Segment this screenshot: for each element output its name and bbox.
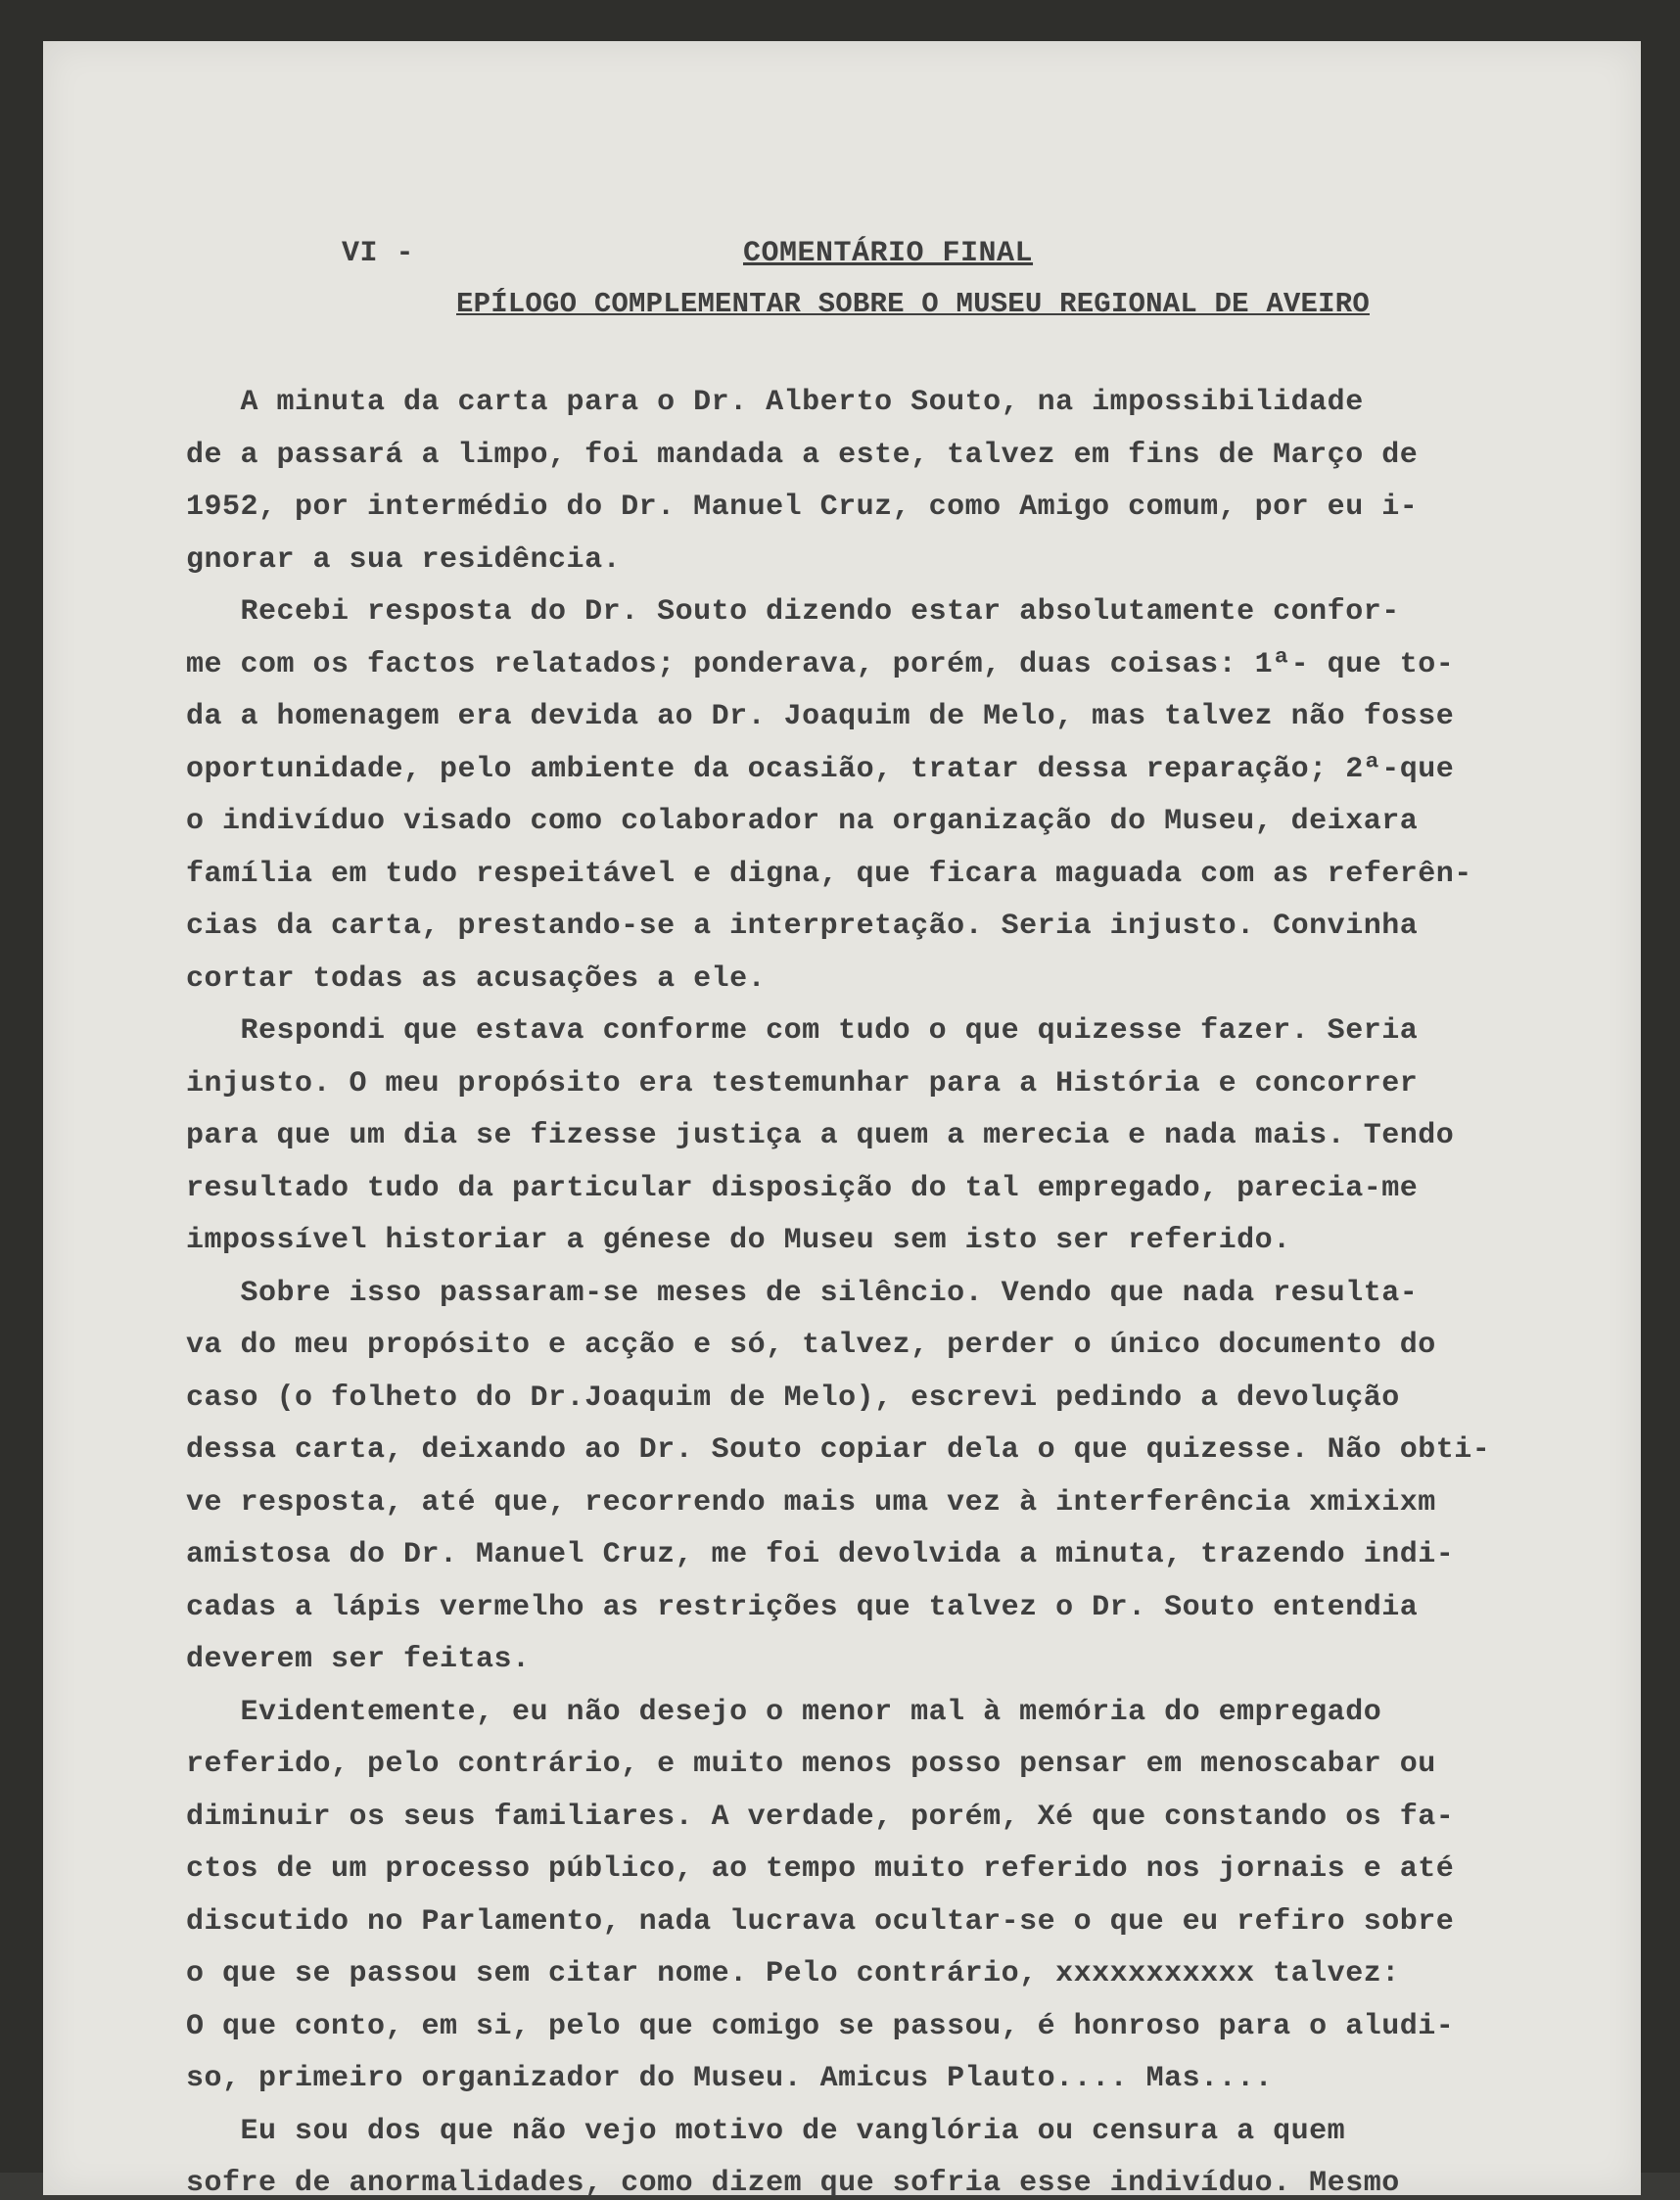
text-line: cias da carta, prestando-se a interpretação. Seria injusto. Convinha: [186, 910, 1419, 943]
text-line: so, primeiro organizador do Museu. Amicus Plauto.... Mas....: [186, 2062, 1274, 2095]
text-line: gnorar a sua residência.: [186, 542, 622, 577]
text-line: família em tudo respeitável e digna, que ficara maguada com as referên-: [186, 857, 1472, 891]
text-line: amistosa do Dr. Manuel Cruz, me foi devolvida a minuta, trazendo indi-: [186, 1538, 1455, 1571]
text-line: Sobre isso passaram-se meses de silêncio. Vendo que nada resulta-: [186, 1276, 1419, 1310]
text-line: Respondi que estava conforme com tudo o que quizesse fazer. Seria: [186, 1014, 1419, 1048]
text-line: referido, pelo contrário, e muito menos posso pensar em menoscabar ou: [186, 1748, 1436, 1781]
text-line: da a homenagem era devida ao Dr. Joaquim de Melo, mas talvez não fosse: [186, 700, 1455, 733]
text-line: 1952, por intermédio do Dr. Manuel Cruz, como Amigo comum, por eu i-: [186, 491, 1419, 524]
text-line: o indivíduo visado como colaborador na organização do Museu, deixara: [186, 805, 1419, 838]
text-line: impossível historiar a génese do Museu sem isto ser referido.: [186, 1224, 1291, 1257]
text-line: diminuir os seus familiares. A verdade, porém, Xé que constando os fa-: [186, 1800, 1455, 1834]
text-line: Recebi resposta do Dr. Souto dizendo estar absolutamente confor-: [186, 595, 1400, 629]
text-line: Evidentemente, eu não desejo o menor mal à memória do empregado: [186, 1695, 1382, 1729]
text-line: cortar todas as acusações a ele.: [186, 961, 767, 996]
text-line: o que se passou sem citar nome. Pelo contrário, xxxxxxxxxxx talvez:: [186, 1957, 1400, 1990]
text-line: para que um dia se fizesse justiça a quem a merecia e nada mais. Tendo: [186, 1119, 1455, 1152]
text-line: dessa carta, deixando ao Dr. Souto copiar dela o que quizesse. Não obti-: [186, 1433, 1491, 1467]
text-line: sofre de anormalidades, como dizem que sofria esse indivíduo. Mesmo: [186, 2167, 1400, 2200]
text-line: caso (o folheto do Dr.Joaquim de Melo), escrevi pedindo a devolução: [186, 1381, 1400, 1415]
text-line: A minuta da carta para o Dr. Alberto Souto, na impossibilidade: [186, 386, 1364, 419]
document-subtitle: EPÍLOGO COMPLEMENTAR SOBRE O MUSEU REGIONAL DE AVEIRO: [456, 288, 1370, 320]
text-line: injusto. O meu propósito era testemunhar para a História e concorrer: [186, 1066, 1419, 1100]
text-line: deverem ser feitas.: [186, 1643, 531, 1676]
text-line: oportunidade, pelo ambiente da ocasião, tratar dessa reparação; 2ª-que: [186, 752, 1455, 786]
text-line: cadas a lápis vermelho as restrições que talvez o Dr. Souto entendia: [186, 1590, 1419, 1624]
text-line: discutido no Parlamento, nada lucrava ocultar-se o que eu refiro sobre: [186, 1904, 1455, 1939]
text-line: ctos de um processo público, ao tempo muito referido nos jornais e até: [186, 1852, 1455, 1886]
text-line: ve resposta, até que, recorrendo mais uma vez à interferência xmixixm: [186, 1485, 1436, 1520]
text-line: resultado tudo da particular disposição do tal empregado, parecia-me: [186, 1171, 1419, 1205]
typed-sheet: [43, 41, 1641, 2200]
text-line: de a passará a limpo, foi mandada a este, talvez em fins de Março de: [186, 438, 1419, 472]
text-line: va do meu propósito e acção e só, talvez, perder o único documento do: [186, 1329, 1436, 1362]
document-title: COMENTÁRIO FINAL: [743, 237, 1034, 270]
section-number: VI -: [342, 237, 415, 270]
text-line: me com os factos relatados; ponderava, porém, duas coisas: 1ª- que to-: [186, 647, 1455, 681]
text-line: Eu sou dos que não vejo motivo de vanglória ou censura a quem: [186, 2114, 1346, 2148]
text-line: O que conto, em si, pelo que comigo se passou, é honroso para o aludi-: [186, 2009, 1455, 2043]
